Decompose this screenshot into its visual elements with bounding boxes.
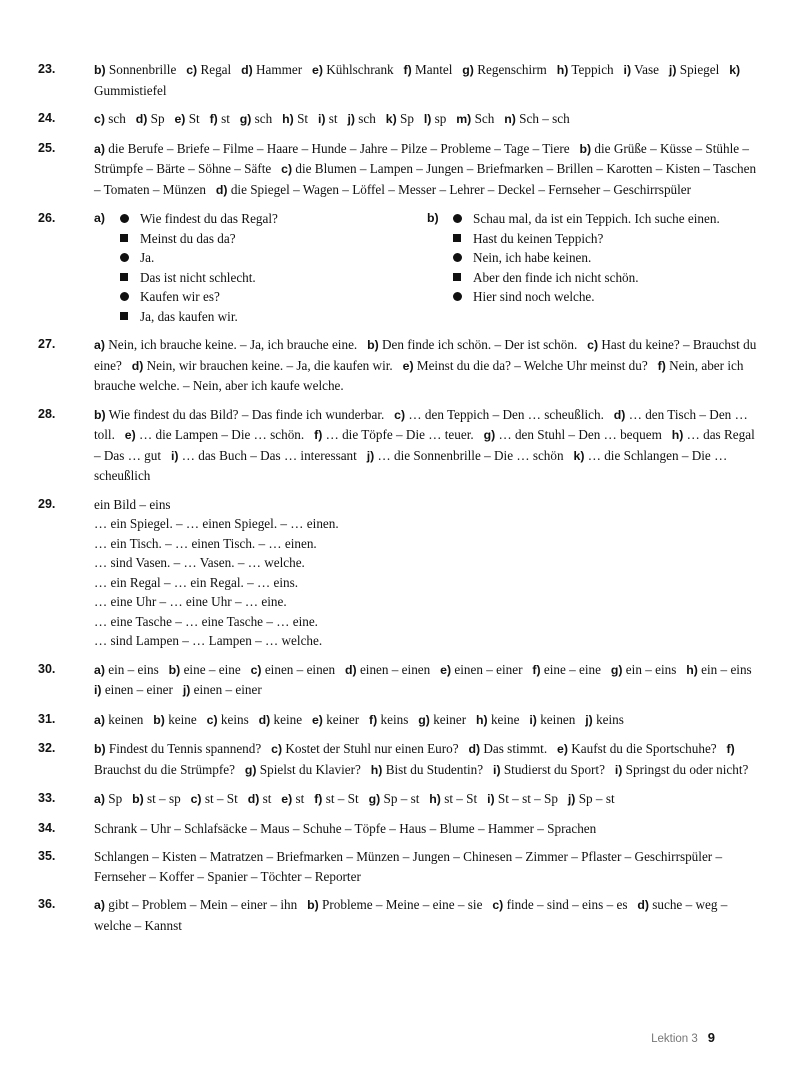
answer-line: … eine Uhr – … eine Uhr – … eine. [94,594,287,609]
answer-label: e) [311,712,323,727]
answer-text: Springst du oder nicht? [625,761,749,777]
answer-label: h) [671,428,684,442]
answer-label: c) [492,898,504,912]
dialog-text: Kaufen wir es? [140,289,220,304]
answer-text: Sch [474,111,495,126]
answer-label: j) [585,712,593,727]
dialog-line [120,209,278,229]
dialog-text: Das ist nicht schlecht. [140,269,256,285]
bullet-circle-icon [453,214,462,223]
answer-text: Spielst du Klavier? [259,761,361,777]
exercise-number: 30. [38,661,56,676]
answer-text: ein – eins [108,661,159,677]
answer-text: … die Sonnenbrille – Die … schön [377,447,564,463]
bullet-square-icon [453,234,461,242]
answer-label: i) [493,762,501,777]
answer-text: Findest du Tennis spannend? [108,741,262,756]
answer-text: … das Buch – Das … interessant [181,447,357,463]
answer-text: Kostet der Stuhl nur einen Euro? [285,741,459,756]
speaker-square-icon [120,312,140,320]
exercise-28 [38,405,760,486]
answer-line: ein Bild – eins [94,496,171,512]
answer-text: keins [380,711,409,727]
answer-text: Nein, wir brauchen keine. – Ja, die kaufen wir. [146,357,393,373]
answer-label: i) [529,712,537,727]
answer-label: h) [556,63,569,77]
answer-text: Schlangen – Kisten – Matratzen – Briefmarken – Münzen – Jungen – Chinesen – Zimmer – Pflaster – Geschirrspüler – Fernseher – Koffer – Spanier – Töchter – Reporter [94,849,723,884]
dialog-line [120,307,278,327]
answer-label: j) [567,792,576,806]
answer-label: i) [94,683,102,697]
answer-label: b) [94,63,106,77]
answer-label: f) [369,712,378,727]
answer-text: Brauchst du die Strümpfe? [94,761,235,777]
answer-label: h) [429,792,441,806]
dialog-line [453,209,720,229]
answer-text: st – St [325,791,359,806]
answer-label: i) [487,792,495,806]
exercise-34 [38,819,760,839]
bullet-circle-icon [453,292,462,301]
dialog-label: b) [427,211,439,225]
speaker-circle-icon [120,292,140,301]
answer-label: g) [483,428,496,442]
dialog-label: a) [94,211,105,225]
answer-line: … ein Spiegel. – … einen Spiegel. – … einen. [94,516,339,531]
dialog-text: Hier sind noch welche. [473,289,595,304]
answer-text: keine [168,711,197,727]
answer-label: d) [345,662,357,677]
exercise-answers [94,139,760,201]
answer-label: c) [587,338,599,352]
answer-label: f) [314,428,323,442]
answer-line: … sind Vasen. – … Vasen. – … welche. [94,555,305,570]
exercise-number: 24. [38,111,56,125]
answer-label: c) [190,792,202,806]
answer-label: b) [367,338,379,352]
answer-label: h) [370,762,383,777]
answer-text: eine – eine [183,661,241,677]
answer-text: eine – eine [543,661,601,677]
answer-label: k) [729,63,741,77]
exercise-36 [38,895,760,935]
dialog-lines [453,209,720,326]
dialog-line [120,229,278,249]
answer-text: keinen [108,711,144,727]
exercise-35 [38,847,760,886]
answer-text: Regenschirm [477,62,547,77]
bullet-square-icon [120,234,128,242]
dialog-text: Schau mal, da ist ein Teppich. Ich suche einen. [473,211,720,226]
answer-text: Sp – st [383,791,420,806]
answer-label: e) [174,112,186,126]
answer-label: d) [135,112,148,126]
bullet-circle-icon [120,253,129,262]
answer-text: Sp – st [578,791,615,806]
answer-text: … die Töpfe – Die … teuer. [325,427,474,442]
exercise-number: 35. [38,849,56,863]
exercise-answers [94,495,760,651]
exercise-32 [38,739,760,780]
answer-text: Den finde ich schön. – Der ist schön. [382,337,578,352]
answer-label: b) [94,742,106,756]
answer-label: g) [368,792,381,806]
answer-label: c) [394,407,406,422]
answer-text: … das Regal – Das … gut [94,427,755,463]
speaker-circle-icon [453,253,473,262]
exercise-number: 33. [38,791,56,805]
answer-text: einen – einen [264,661,336,677]
bullet-square-icon [120,273,128,281]
exercise-23 [38,60,760,100]
answer-text: einen – einer [193,682,262,697]
exercise-answers [94,209,760,326]
answer-label: c) [206,712,218,727]
dialog-line [453,229,720,249]
answer-label: k) [573,448,585,463]
dialog-text: Ja, das kaufen wir. [140,308,238,324]
answer-label: i) [614,762,623,777]
answer-label: b) [94,407,106,422]
answer-text: Regal [200,62,232,77]
exercise-number: 36. [38,897,56,911]
answer-text: keine [273,711,303,727]
answer-label: n) [504,112,516,126]
answer-label: d) [215,182,228,197]
exercise-answers [94,789,760,810]
answer-label: f) [726,742,735,756]
speaker-square-icon [453,234,473,242]
answer-text: Nein, aber ich brauche welche. – Nein, aber ich kaufe welche. [94,357,744,393]
speaker-circle-icon [453,214,473,223]
answer-label: j) [182,683,191,697]
answer-text: … den Tisch – Den … toll. [94,406,748,442]
exercise-30 [38,660,760,701]
answer-label: a) [94,792,105,806]
answer-text: St [297,111,309,126]
answer-text: Kühlschrank [326,62,394,77]
dialog-text: Hast du keinen Teppich? [473,230,604,246]
dialog-line [453,248,720,268]
answer-text: st [221,111,230,126]
answer-text: die Blumen – Lampen – Jungen – Briefmarken – Brillen – Karotten – Kisten – Taschen – Tomaten – Münzen [94,161,757,197]
answer-text: Sp [108,791,123,806]
exercise-answers [94,819,760,839]
page-footer [651,1030,715,1045]
dialog-a [94,209,427,326]
answer-text: einen – einer [104,682,173,697]
answer-text: Gummistiefel [94,82,167,98]
answer-label: g) [418,712,430,727]
answer-label: d) [613,407,626,422]
answer-label: i) [623,63,632,77]
exercise-answers [94,660,760,701]
answer-line: … sind Lampen – … Lampen – … welche. [94,633,323,648]
answer-label: g) [610,662,623,677]
answer-label: j) [366,448,375,463]
answer-text: Teppich [571,62,614,77]
answer-text: Probleme – Meine – eine – sie [322,897,483,912]
answer-text: sp [434,111,447,126]
answer-text: Sp [150,111,165,126]
speaker-square-icon [120,234,140,242]
dialog-b [427,209,760,326]
answer-label: d) [637,898,649,912]
answer-label: d) [131,358,144,373]
answer-text: st – St [444,791,478,806]
answer-text: … den Stuhl – Den … bequem [498,427,662,442]
answer-text: gibt – Problem – Mein – einer – ihn [108,897,298,912]
exercise-answers [94,405,760,486]
answer-label: b) [153,712,165,727]
answer-label: f) [657,358,666,373]
answer-line: … eine Tasche – … eine Tasche – … eine. [94,613,318,629]
answer-label: c) [281,162,293,176]
exercise-31 [38,710,760,731]
answer-key-page [38,60,760,944]
answer-text: einen – einer [454,661,523,677]
answer-text: ein – eins [701,661,752,677]
answer-text: Vase [634,62,660,77]
answer-label: j) [668,63,677,77]
answer-label: a) [94,338,105,352]
answer-label: k) [385,112,397,126]
exercise-number: 27. [38,337,56,351]
answer-text: sch [358,111,376,126]
answer-label: c) [94,112,105,126]
answer-text: Meinst du die da? – Welche Uhr meinst du? [416,357,648,373]
answer-text: Bist du Studentin? [385,761,484,777]
answer-label: a) [94,662,105,677]
answer-text: sch [254,111,273,126]
exercise-number: 32. [38,741,56,755]
answer-label: g) [244,762,257,777]
exercise-number: 28. [38,406,56,421]
answer-text: Sonnenbrille [108,62,177,77]
answer-label: d) [241,63,253,77]
lesson-label: Lektion 3 [651,1033,698,1045]
speaker-circle-icon [120,253,140,262]
answer-text: einen – einen [359,661,431,677]
answer-label: j) [347,112,355,126]
exercise-24 [38,109,760,130]
answer-text: suche – weg – welche – Kannst [94,897,728,933]
dialog-line [120,248,278,268]
bullet-square-icon [120,312,128,320]
answer-label: e) [281,792,293,806]
exercise-33 [38,789,760,810]
speaker-square-icon [453,273,473,281]
dialog-text: Wie findest du das Regal? [140,211,278,226]
answer-label: f) [314,792,323,806]
answer-label: h) [282,112,294,126]
answer-label: l) [423,112,432,126]
answer-text: die Berufe – Briefe – Filme – Haare – Hunde – Jahre – Pilze – Probleme – Tage – Tiere [108,140,570,156]
exercise-number: 23. [38,62,56,76]
answer-text: Wie findest du das Bild? – Das finde ich wunderbar. [108,406,385,422]
speaker-circle-icon [120,214,140,223]
bullet-circle-icon [120,292,129,301]
answer-line: … ein Tisch. – … einen Tisch. – … einen. [94,535,317,551]
answer-label: b) [579,141,592,156]
answer-label: d) [247,792,260,806]
answer-text: keiner [326,711,360,727]
answer-label: i) [317,112,326,126]
exercise-number: 25. [38,140,56,155]
bullet-square-icon [453,273,461,281]
exercise-25 [38,139,760,201]
answer-text: Sch – sch [519,111,570,126]
answer-text: … die Schlangen – Die … scheußlich [94,447,728,483]
answer-text: … die Lampen – Die … schön. [139,427,305,442]
speaker-square-icon [120,273,140,281]
answer-line: … ein Regal – … ein Regal. – … eins. [94,574,299,590]
answer-label: e) [402,358,414,373]
answer-text: … den Teppich – Den … scheußlich. [408,406,604,422]
answer-text: finde – sind – eins – es [506,897,628,912]
answer-label: b) [168,662,181,677]
answer-text: Schrank – Uhr – Schlafsäcke – Maus – Schuhe – Töpfe – Haus – Blume – Hammer – Sprachen [94,820,597,836]
dialog-text: Ja. [140,250,155,265]
answer-label: e) [124,428,136,442]
answer-text: keiner [433,711,467,727]
answer-text: St – st – Sp [497,791,558,806]
exercise-number: 29. [38,496,56,511]
answer-text: Sp [399,111,414,126]
answer-text: Hast du keine? – Brauchst du eine? [94,337,757,373]
exercise-number: 31. [38,711,56,726]
exercise-27 [38,335,760,396]
answer-text: die Grüße – Küsse – Stühle – Strümpfe – Bärte – Söhne – Säfte [94,140,749,176]
dialog-line [453,268,720,288]
exercise-answers [94,710,760,731]
dialog-text: Meinst du das da? [140,230,236,246]
answer-label: a) [94,712,105,727]
exercise-number: 26. [38,211,56,225]
exercise-answers [94,739,760,780]
answer-label: m) [456,112,472,126]
answer-label: e) [440,662,452,677]
answer-label: d) [468,742,481,756]
answer-text: ein – eins [625,661,677,677]
answer-text: st – St [204,791,238,806]
answer-text: st [295,791,305,806]
answer-text: Hammer [256,62,303,77]
exercise-answers [94,60,760,100]
exercise-number: 34. [38,820,56,835]
answer-text: Kaufst du die Sportschuhe? [571,741,717,756]
dialog-line [453,287,720,307]
answer-label: f) [403,63,412,77]
dialog-line [120,268,278,288]
bullet-circle-icon [120,214,129,223]
answer-label: f) [209,112,218,126]
answer-text: st – sp [146,791,181,806]
answer-text: Das stimmt. [483,741,548,756]
answer-label: f) [532,662,541,677]
answer-label: d) [258,712,271,727]
exercise-answers [94,109,760,130]
answer-text: Nein, ich brauche keine. – Ja, ich brauche eine. [108,337,358,352]
answer-label: b) [307,898,319,912]
answer-text: keinen [540,711,576,727]
dialog-text: Aber den finde ich nicht schön. [473,269,639,285]
page-number: 9 [707,1030,715,1045]
exercise-26 [38,209,760,326]
answer-label: h) [686,662,698,677]
answer-label: g) [462,63,474,77]
answer-label: a) [94,898,105,912]
exercise-answers [94,847,760,886]
answer-text: keins [596,711,624,727]
answer-text: Mantel [415,62,453,77]
answer-label: b) [132,792,144,806]
answer-text: st [328,111,338,126]
exercise-29 [38,495,760,651]
answer-label: g) [239,112,252,126]
answer-text: keins [220,711,249,727]
answer-text: st [262,791,272,806]
answer-label: c) [186,63,198,77]
exercise-answers [94,335,760,396]
dialog-line [120,287,278,307]
answer-label: a) [94,141,105,156]
bullet-circle-icon [453,253,462,262]
answer-label: e) [557,742,568,756]
answer-text: Studierst du Sport? [503,761,605,777]
dialog-columns [94,209,760,326]
answer-label: c) [271,742,283,756]
speaker-circle-icon [453,292,473,301]
answer-label: c) [250,662,262,677]
answer-text: die Spiegel – Wagen – Löffel – Messer – Lehrer – Deckel – Fernseher – Geschirrspüler [230,181,692,197]
answer-text: sch [108,111,126,126]
answer-text: keine [490,711,520,727]
answer-label: h) [476,712,488,727]
dialog-lines [120,209,278,326]
exercise-answers [94,895,760,935]
dialog-text: Nein, ich habe keinen. [473,250,592,265]
answer-text: St [188,111,200,126]
answer-label: e) [312,63,323,77]
answer-label: i) [170,448,179,463]
answer-text: Spiegel [679,62,720,77]
